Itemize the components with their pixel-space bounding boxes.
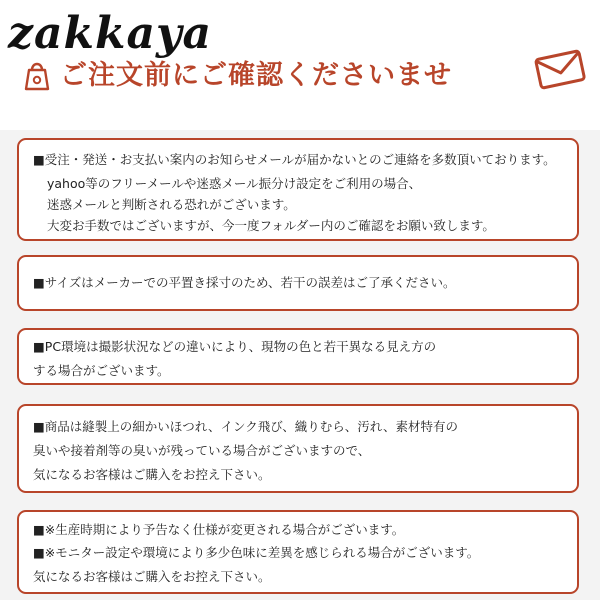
brand-logo: zakkaya	[8, 8, 213, 59]
notice-line: 気になるお客様はご購入をお控え下さい。	[33, 569, 271, 584]
mail-envelope-icon	[533, 46, 587, 92]
notice-line: 大変お手数ではございますが、今一度フォルダー内のご確認をお願い致します。	[47, 218, 495, 233]
notice-color	[17, 328, 579, 385]
notice-line: ■PC環境は撮影状況などの違いにより、現物の色と若干異なる見え方の	[33, 339, 437, 354]
notice-specification	[17, 510, 579, 594]
notice-line: ■※生産時期により予告なく仕様が変更される場合がございます。	[33, 522, 405, 537]
notice-email-delivery	[17, 138, 579, 241]
page-title: ご注文前にご確認くださいませ	[60, 60, 452, 91]
notice-line: 迷惑メールと判断される恐れがございます。	[47, 197, 296, 212]
header-banner	[0, 0, 600, 130]
notice-sewing	[17, 404, 579, 493]
notice-line: ■受注・発送・お支払い案内のお知らせメールが届かないとのご連絡を多数頂いております。	[33, 152, 556, 167]
notice-line: する場合がございます。	[33, 363, 170, 378]
notice-line: 臭いや接着剤等の臭いが残っている場合がございますので、	[33, 443, 371, 458]
notice-line: yahoo等のフリーメールや迷惑メール振分け設定をご利用の場合、	[47, 176, 422, 191]
shopping-bag-icon	[20, 58, 54, 92]
notice-size	[17, 255, 579, 311]
notice-line: ■サイズはメーカーでの平置き採寸のため、若干の誤差はご了承ください。	[33, 275, 456, 290]
notice-line: ■商品は縫製上の細かいほつれ、インク飛び、織りむら、汚れ、素材特有の	[33, 419, 459, 434]
notice-line: ■※モニター設定や環境により多少色味に差異を感じられる場合がございます。	[33, 545, 480, 560]
notice-line: 気になるお客様はご購入をお控え下さい。	[33, 467, 271, 482]
